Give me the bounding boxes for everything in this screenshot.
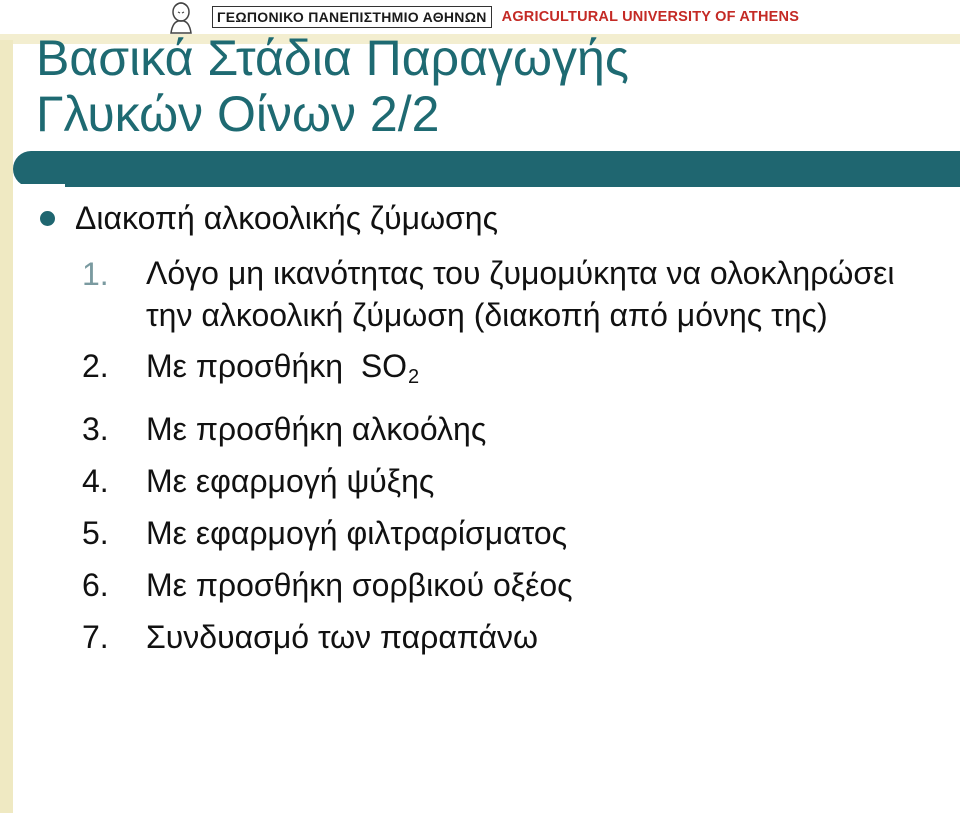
list-item-text-wrap	[146, 344, 942, 399]
main-bullet-text: Διακοπή αλκοολικής ζύμωσης	[75, 200, 499, 236]
main-bullet	[40, 196, 498, 240]
list-item-number: 4.	[82, 463, 109, 499]
list-item	[82, 459, 942, 503]
list-item-text: Με προσθήκη SO	[146, 348, 408, 384]
university-name-english: AGRICULTURAL UNIVERSITY OF ATHENS	[501, 9, 800, 25]
list-item-text: Λόγο μη ικανότητας του ζυμομύκητα να ολοκληρώσει την αλκοολική ζύμωση (διακοπή από μόνης της)	[146, 255, 895, 333]
list-item	[82, 563, 942, 607]
list-item	[82, 344, 942, 399]
list-item	[82, 615, 942, 659]
list-item-text: Με εφαρμογή φιλτραρίσματος	[146, 515, 568, 551]
title-line-2: Γλυκών Οίνων 2/2	[36, 86, 440, 142]
numbered-list	[82, 252, 942, 667]
list-item-number: 2.	[82, 348, 109, 384]
list-item-number: 7.	[82, 619, 109, 655]
divider-wedge	[13, 184, 65, 192]
list-item-text: Συνδυασμό των παραπάνω	[146, 619, 538, 655]
title-divider-bar	[13, 151, 960, 187]
left-decor-bar	[0, 40, 13, 813]
bullet-dot-icon	[40, 211, 55, 226]
title-line-1: Βασικά Στάδια Παραγωγής	[36, 30, 629, 86]
list-item-text: Με εφαρμογή ψύξης	[146, 463, 435, 499]
list-item-number: 5.	[82, 515, 109, 551]
list-item	[82, 252, 942, 336]
list-item-number: 1.	[82, 256, 109, 292]
list-item	[82, 407, 942, 451]
list-item-text: Με προσθήκη σορβικού οξέος	[146, 567, 573, 603]
subscript-2: 2	[408, 366, 420, 388]
slide-title	[36, 30, 936, 142]
list-item	[82, 511, 942, 555]
header	[160, 0, 799, 34]
list-item-text: Με προσθήκη αλκοόλης	[146, 411, 487, 447]
university-seal-icon	[160, 0, 202, 34]
university-name-greek: ΓΕΩΠΟΝΙΚΟ ΠΑΝΕΠΙΣΤΗΜΙΟ ΑΘΗΝΩΝ	[212, 6, 492, 28]
list-item-number: 6.	[82, 567, 109, 603]
list-item-number: 3.	[82, 411, 109, 447]
